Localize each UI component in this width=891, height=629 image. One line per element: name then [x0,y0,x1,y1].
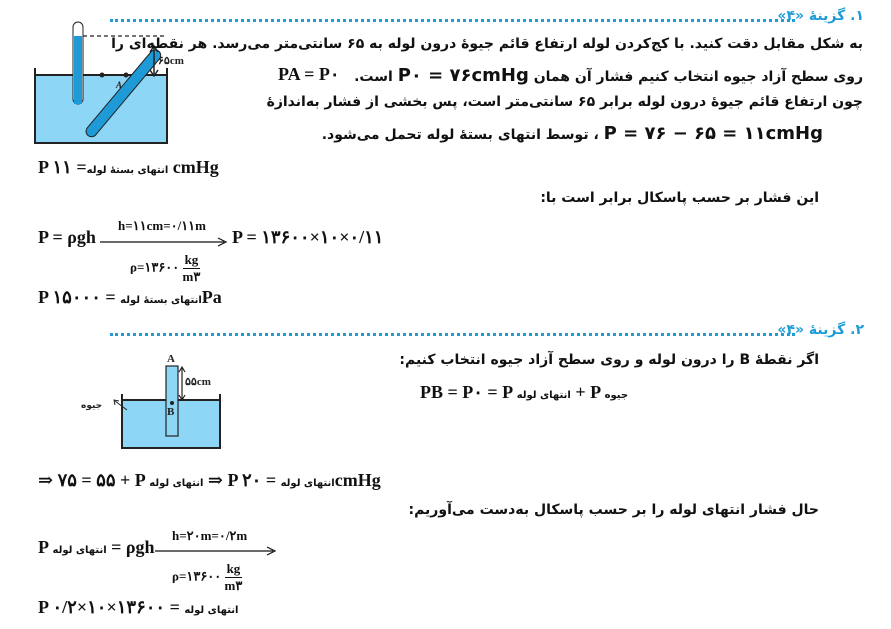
subscript: انتهای لوله [52,545,107,556]
unit-denominator: m۳ [224,578,243,593]
eq-rhs: P = ۱۳۶۰۰×۱۰×۰/۱۱ [232,227,384,247]
subscript: انتهای لوله [149,478,204,489]
s1-line1: به شکل مقابل دقت کنید. با کج‌کردن لوله ارتفاع قائم جیوهٔ درون لوله به ۶۵ سانتی‌متر می‌رسد. هر نقطه‌ای را [111,36,863,52]
p-symbol: P [38,537,49,557]
rho-value: ρ=۱۳۶۰۰ [172,568,222,584]
eq3-lhs [38,537,155,558]
height-label: ۵۵cm [185,376,211,388]
unit-numerator: kg [225,561,243,578]
mercury-label: جیوه [81,401,103,411]
p0-equation: P۰ = ۷۶cmHg [397,65,529,86]
arrow-icon [100,237,230,247]
cmhg-equation [38,470,381,491]
s2-pascal-intro: حال فشار انتهای لوله را بر حسب پاسکال به‌دست می‌آوریم: [408,502,819,518]
eq-top: h=۱۱cm=۰/۱۱m [118,218,206,233]
eq-part: ⇒ ۷۵ = ۵۵ + P [38,470,145,490]
eq-part: ⇒ P [207,470,238,490]
point-a-label: A [116,80,123,90]
point-a-label: A [167,353,175,365]
p-symbol: P [38,287,49,307]
eq-bottom [130,252,200,285]
p-symbol: P [38,597,49,617]
s2-line1: اگر نقطهٔ B را درون لوله و روی سطح آزاد جیوه انتخاب کنیم: [399,352,819,368]
heading-rule [110,333,795,336]
eq-part: PB = P۰ = P [420,382,513,402]
unit-numerator: kg [183,252,201,269]
arrow-icon [155,546,280,556]
value: = ۱۱ cmHg [52,157,219,177]
pa-equation: PA = P۰ [278,64,340,84]
unit-denominator: m۳ [182,269,201,284]
rho-value: ρ=۱۳۶۰۰ [130,259,180,275]
s1-line4 [322,123,823,144]
s1-line3: چون ارتفاع قائم جیوهٔ درون لوله برابر ۶۵ سانتی‌متر است، پس بخشی از فشار به‌اندازهٔ [266,94,863,110]
subscript: جیوه [604,390,629,401]
eq-part: = ۲۰cmHg [242,470,381,490]
eq3-top: h=۲۰m=۰/۲m [172,528,248,543]
value: = ۱۳۶۰۰×۱۰×۰/۲ [52,597,180,617]
subscript: انتهای لوله [184,605,239,616]
s1-line4-text: ، توسط انتهای بستهٔ لوله تحمل می‌شود. [321,127,599,143]
s1-line2 [354,65,863,86]
p-symbol: P [38,157,49,177]
eq-part: + P [575,382,601,402]
value: = ۱۵۰۰۰Pa [52,287,222,307]
eq4 [38,597,238,618]
s1-line2-text: روی سطح آزاد جیوه انتخاب کنیم فشار آن همان [533,69,863,85]
eq3-bottom [172,561,242,594]
eq-lhs: P = ρgh [38,227,96,247]
subscript: انتهای لوله [516,390,571,401]
height-label: ۶۵cm [158,55,184,67]
s1-line2-end: است. [354,69,393,85]
point-b-label: B [167,406,175,418]
section2-heading: ۲. گزینهٔ «۴» [777,322,864,338]
result2-equation [38,287,222,308]
eq-part: = ρgh [111,537,155,557]
pb-equation [420,382,628,403]
subscript: انتهای بستهٔ لوله [120,295,202,306]
s1-pascal-intro: این فشار بر حسب پاسکال برابر است با: [540,190,819,206]
result1-equation [38,157,219,178]
subscript: انتهای لوله [280,478,335,489]
vertical-tube-figure [75,352,235,452]
subscript: انتهای بستهٔ لوله [86,165,169,176]
section1-heading: ۱. گزینهٔ «۴» [777,8,864,24]
p-difference-equation: P = ۷۶ − ۶۵ = ۱۱cmHg [603,123,823,144]
heading-rule [110,19,795,22]
